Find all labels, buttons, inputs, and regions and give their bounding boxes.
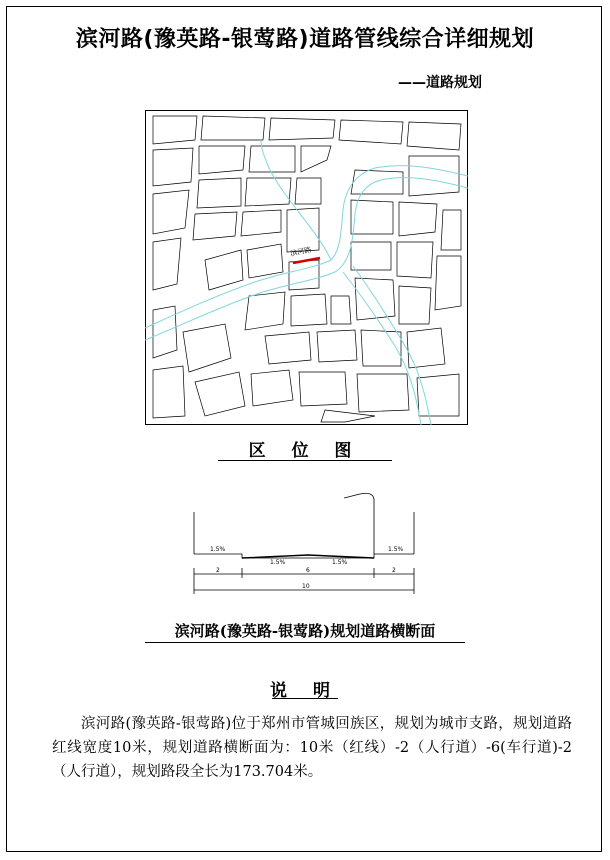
width-label-carriageway: 6 [306,567,310,574]
location-map [145,110,468,425]
width-label-left-sidewalk: 2 [216,567,220,574]
width-label-right-sidewalk: 2 [392,567,396,574]
highlight-road-label: 滨河路 [289,245,312,258]
slope-label-left-sidewalk: 1.5% [210,546,226,553]
slope-label-right-sidewalk: 1.5% [388,546,404,553]
section-caption-rule [145,642,465,643]
section-caption: 滨河路(豫英路-银莺路)规划道路横断面 [174,622,436,640]
notes-body: 滨河路(豫英路-银莺路)位于郑州市管城回族区，规划为城市支路，规划道路红线宽度10米，规划道路横断面为：10米（红线）-2（人行道）-6(车行道)-2（人行道），规划路段全长为173.704米。 [52,716,572,780]
slope-label-left-lane: 1.5% [270,559,286,566]
page-subtitle: ——道路规划 [398,75,482,91]
map-caption-rule [218,460,392,461]
notes-heading: 说 明 [270,681,340,701]
page-title: 滨河路(豫英路-银莺路)道路管线综合详细规划 [75,27,535,52]
slope-label-right-lane: 1.5% [332,559,348,566]
notes-heading-rule [272,698,338,699]
cross-section-diagram [188,488,420,600]
map-caption: 区 位 图 [248,441,362,461]
width-label-total: 10 [302,583,310,590]
